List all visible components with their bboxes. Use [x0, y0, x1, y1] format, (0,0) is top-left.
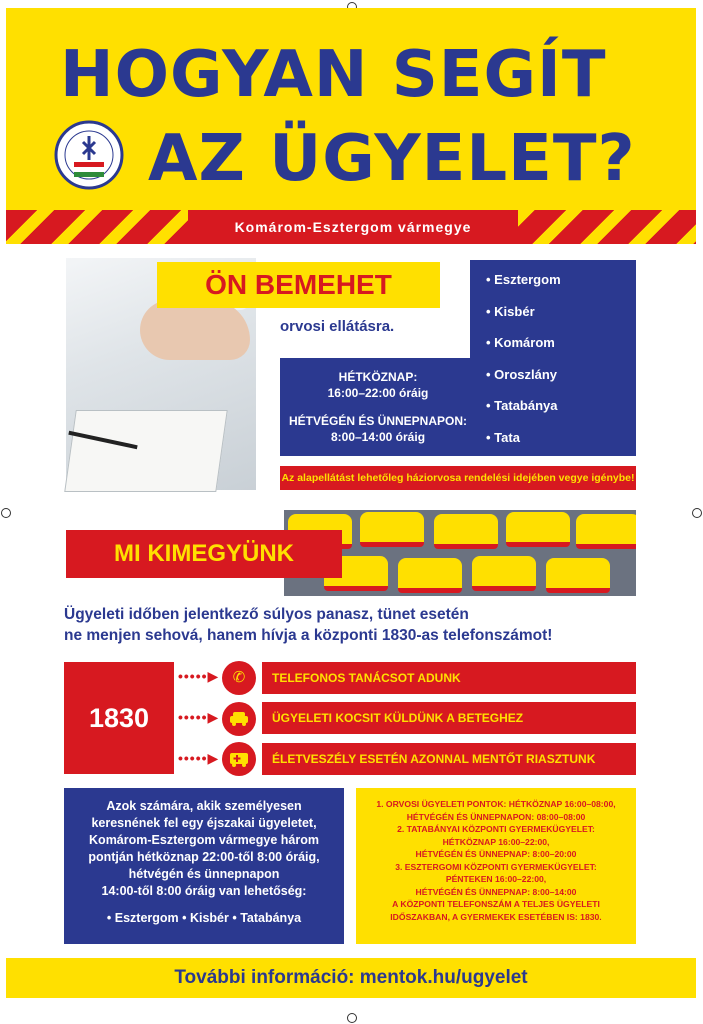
ugyelet-seal-logo	[54, 120, 124, 190]
night-line: keresnének fel egy éjszakai ügyeletet,	[91, 816, 317, 830]
city-item: • Komárom	[486, 335, 555, 350]
night-line: 14:00-től 8:00 óráig van lehetőség:	[101, 884, 307, 898]
points-line: A KÖZPONTI TELEFONSZÁM A TELJES ÜGYELETI	[392, 899, 600, 909]
points-line: 1. ORVOSI ÜGYELETI PONTOK: HÉTKÖZNAP 16:00–08:00,	[376, 799, 616, 809]
registration-mark	[692, 508, 702, 518]
points-line: HÉTVÉGÉN ÉS ÜNNEPNAPON: 08:00–08:00	[406, 811, 586, 822]
weekday-label: HÉTKÖZNAP:	[338, 370, 418, 384]
clipboard-image	[64, 410, 228, 492]
points-line: HÉTVÉGÉN ÉS ÜNNEPNAP: 8:00–14:00	[415, 886, 577, 897]
night-cities: • Esztergom • Kisbér • Tatabánya	[106, 911, 302, 925]
points-line: IDŐSZAKBAN, A GYERMEKEK ESETÉBEN IS: 1830.	[390, 911, 602, 922]
opening-hours-box	[280, 358, 476, 456]
points-line: 2. TATABÁNYAI KÖZPONTI GYERMEKÜGYELET:	[397, 824, 595, 834]
phone-number-1830: 1830	[64, 662, 174, 774]
dotted-arrow: •••••▶	[178, 750, 220, 766]
night-line: hétvégén és ünnepnapon	[128, 867, 280, 881]
city-item: • Esztergom	[486, 272, 561, 287]
points-line: 3. ESZTERGOMI KÖZPONTI GYERMEKÜGYELET:	[395, 861, 597, 872]
city-item: • Tata	[486, 430, 520, 445]
emergency-instruction	[64, 604, 644, 646]
points-line: PÉNTEKEN 16:00–22:00,	[445, 874, 547, 884]
points-line: HÉTKÖZNAP 16:00–22:00,	[442, 836, 550, 847]
page-title-line1: HOGYAN SEGÍT	[60, 38, 607, 112]
night-line: pontján hétköznap 22:00-től 8:00 óráig,	[88, 850, 320, 864]
region-label: Komárom-Esztergom vármegye	[188, 210, 518, 244]
primary-care-note: Az alapellátást lehetőleg háziorvosa rendelési idejében vegye igénybe!	[280, 466, 636, 490]
weekday-hours: 16:00–22:00 óráig	[327, 386, 429, 400]
instruction-line1: Ügyeleti időben jelentkező súlyos panasz, tünet esetén	[64, 606, 469, 623]
action-ambulance: ÉLETVESZÉLY ESETÉN AZONNAL MENTŐT RIASZTUNK	[262, 743, 636, 775]
instruction-line2: ne menjen sehová, hanem hívja a központi 1830-as telefonszámot!	[64, 627, 553, 644]
night-line: Komárom-Esztergom vármegye három	[89, 833, 319, 847]
points-line: HÉTVÉGÉN ÉS ÜNNEPNAP: 8:00–20:00	[415, 849, 577, 859]
city-item: • Kisbér	[486, 304, 535, 319]
city-item: • Oroszlány	[486, 367, 558, 382]
action-phone-advice: TELEFONOS TANÁCSOT ADUNK	[262, 662, 636, 694]
footer-info-link[interactable]: További információ: mentok.hu/ugyelet	[6, 958, 696, 998]
phone-icon: ✆	[222, 661, 256, 695]
dotted-arrow: •••••▶	[178, 668, 220, 684]
bemehet-heading: ÖN BEMEHET	[157, 262, 440, 308]
bemehet-subtitle: orvosi ellátásra.	[280, 318, 395, 335]
night-duty-info	[64, 788, 344, 944]
ambulance-icon	[222, 742, 256, 776]
action-send-car: ÜGYELETI KOCSIT KÜLDÜNK A BETEGHEZ	[262, 702, 636, 734]
kimegyunk-heading: MI KIMEGYÜNK	[66, 530, 342, 578]
weekend-label: HÉTVÉGÉN ÉS ÜNNEPNAPON:	[288, 414, 468, 428]
dotted-arrow: •••••▶	[178, 709, 220, 725]
night-line: Azok számára, akik személyesen	[106, 799, 302, 813]
city-list	[470, 260, 636, 456]
car-icon	[222, 702, 256, 736]
page-title-line2: AZ ÜGYELET?	[148, 122, 636, 196]
registration-mark	[347, 1013, 357, 1023]
registration-mark	[1, 508, 11, 518]
city-item: • Tatabánya	[486, 398, 558, 413]
weekend-hours: 8:00–14:00 óráig	[330, 430, 426, 444]
handshake-hands	[140, 300, 250, 360]
duty-points-info	[356, 788, 636, 944]
